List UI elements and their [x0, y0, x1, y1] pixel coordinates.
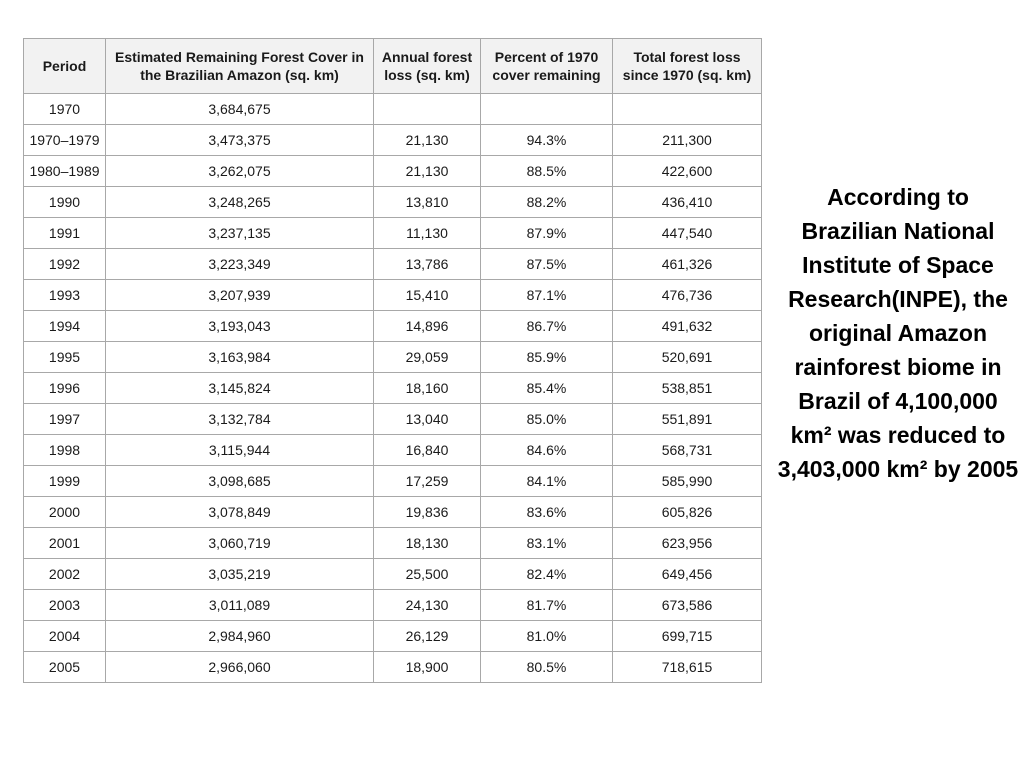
table-row [24, 218, 762, 249]
cell-percent-remaining: 83.1% [481, 528, 613, 559]
cell-total-loss: 699,715 [613, 621, 762, 652]
table-row [24, 342, 762, 373]
cell-total-loss: 461,326 [613, 249, 762, 280]
cell-total-loss: 649,456 [613, 559, 762, 590]
cell-period: 1999 [24, 466, 106, 497]
table-row [24, 528, 762, 559]
table-header-row [24, 39, 762, 94]
table-row [24, 497, 762, 528]
column-header-annual-loss: Annual forest loss (sq. km) [374, 39, 481, 94]
table-body [24, 94, 762, 683]
cell-annual-loss: 24,130 [374, 590, 481, 621]
side-description: According to Brazilian National Institute of Space Research(INPE), the original Amazon rainforest biome in Brazil of 4,100,000 km² was reduced to 3,403,000 km² by 2005 [777, 184, 1019, 482]
cell-total-loss: 623,956 [613, 528, 762, 559]
cell-total-loss: 476,736 [613, 280, 762, 311]
cell-annual-loss: 18,130 [374, 528, 481, 559]
cell-percent-remaining: 85.4% [481, 373, 613, 404]
cell-percent-remaining: 87.5% [481, 249, 613, 280]
cell-percent-remaining: 94.3% [481, 125, 613, 156]
cell-total-loss: 520,691 [613, 342, 762, 373]
table-row [24, 435, 762, 466]
cell-period: 1995 [24, 342, 106, 373]
cell-total-loss: 718,615 [613, 652, 762, 683]
cell-remaining-cover: 3,035,219 [106, 559, 374, 590]
cell-annual-loss: 18,900 [374, 652, 481, 683]
cell-annual-loss: 13,040 [374, 404, 481, 435]
cell-total-loss: 491,632 [613, 311, 762, 342]
cell-annual-loss: 21,130 [374, 125, 481, 156]
cell-remaining-cover: 3,684,675 [106, 94, 374, 125]
table-row [24, 125, 762, 156]
cell-period: 2000 [24, 497, 106, 528]
cell-period: 1991 [24, 218, 106, 249]
cell-period: 1993 [24, 280, 106, 311]
cell-remaining-cover: 3,115,944 [106, 435, 374, 466]
cell-annual-loss: 18,160 [374, 373, 481, 404]
cell-total-loss: 436,410 [613, 187, 762, 218]
cell-remaining-cover: 2,984,960 [106, 621, 374, 652]
cell-remaining-cover: 3,145,824 [106, 373, 374, 404]
table-row [24, 94, 762, 125]
cell-period: 2002 [24, 559, 106, 590]
cell-period: 1994 [24, 311, 106, 342]
cell-annual-loss: 25,500 [374, 559, 481, 590]
cell-period: 1970 [24, 94, 106, 125]
table-row [24, 590, 762, 621]
cell-annual-loss: 13,810 [374, 187, 481, 218]
cell-annual-loss: 29,059 [374, 342, 481, 373]
table-row [24, 466, 762, 497]
cell-annual-loss: 14,896 [374, 311, 481, 342]
cell-percent-remaining: 81.7% [481, 590, 613, 621]
cell-annual-loss: 11,130 [374, 218, 481, 249]
cell-annual-loss: 13,786 [374, 249, 481, 280]
cell-percent-remaining: 81.0% [481, 621, 613, 652]
cell-remaining-cover: 2,966,060 [106, 652, 374, 683]
cell-remaining-cover: 3,132,784 [106, 404, 374, 435]
cell-remaining-cover: 3,098,685 [106, 466, 374, 497]
cell-percent-remaining: 84.1% [481, 466, 613, 497]
table-row [24, 373, 762, 404]
cell-total-loss [613, 94, 762, 125]
cell-period: 1998 [24, 435, 106, 466]
cell-annual-loss [374, 94, 481, 125]
cell-total-loss: 447,540 [613, 218, 762, 249]
column-header-percent-remaining: Percent of 1970 cover remaining [481, 39, 613, 94]
table-row [24, 621, 762, 652]
cell-period: 1970–1979 [24, 125, 106, 156]
cell-percent-remaining: 87.9% [481, 218, 613, 249]
table-row [24, 156, 762, 187]
cell-total-loss: 422,600 [613, 156, 762, 187]
cell-annual-loss: 16,840 [374, 435, 481, 466]
cell-period: 1990 [24, 187, 106, 218]
cell-remaining-cover: 3,237,135 [106, 218, 374, 249]
forest-table [23, 38, 762, 683]
cell-annual-loss: 15,410 [374, 280, 481, 311]
column-header-period: Period [24, 39, 106, 94]
cell-period: 2003 [24, 590, 106, 621]
cell-percent-remaining: 88.5% [481, 156, 613, 187]
table-row [24, 652, 762, 683]
cell-percent-remaining: 87.1% [481, 280, 613, 311]
cell-remaining-cover: 3,060,719 [106, 528, 374, 559]
cell-total-loss: 568,731 [613, 435, 762, 466]
cell-percent-remaining: 83.6% [481, 497, 613, 528]
table-row [24, 249, 762, 280]
column-header-remaining-cover: Estimated Remaining Forest Cover in the Brazilian Amazon (sq. km) [106, 39, 374, 94]
cell-total-loss: 585,990 [613, 466, 762, 497]
cell-total-loss: 673,586 [613, 590, 762, 621]
cell-percent-remaining: 80.5% [481, 652, 613, 683]
cell-period: 1992 [24, 249, 106, 280]
cell-remaining-cover: 3,078,849 [106, 497, 374, 528]
cell-annual-loss: 19,836 [374, 497, 481, 528]
cell-annual-loss: 17,259 [374, 466, 481, 497]
cell-percent-remaining: 85.0% [481, 404, 613, 435]
cell-remaining-cover: 3,473,375 [106, 125, 374, 156]
cell-total-loss: 538,851 [613, 373, 762, 404]
cell-period: 1997 [24, 404, 106, 435]
table-row [24, 311, 762, 342]
cell-remaining-cover: 3,193,043 [106, 311, 374, 342]
cell-percent-remaining: 82.4% [481, 559, 613, 590]
cell-percent-remaining: 86.7% [481, 311, 613, 342]
cell-percent-remaining: 84.6% [481, 435, 613, 466]
cell-total-loss: 605,826 [613, 497, 762, 528]
cell-period: 1980–1989 [24, 156, 106, 187]
cell-annual-loss: 21,130 [374, 156, 481, 187]
table-row [24, 404, 762, 435]
cell-remaining-cover: 3,011,089 [106, 590, 374, 621]
cell-remaining-cover: 3,163,984 [106, 342, 374, 373]
cell-remaining-cover: 3,207,939 [106, 280, 374, 311]
cell-period: 2004 [24, 621, 106, 652]
table-row [24, 187, 762, 218]
cell-percent-remaining: 85.9% [481, 342, 613, 373]
cell-period: 1996 [24, 373, 106, 404]
table-row [24, 559, 762, 590]
cell-remaining-cover: 3,262,075 [106, 156, 374, 187]
cell-annual-loss: 26,129 [374, 621, 481, 652]
cell-percent-remaining [481, 94, 613, 125]
table-row [24, 280, 762, 311]
cell-period: 2001 [24, 528, 106, 559]
cell-remaining-cover: 3,248,265 [106, 187, 374, 218]
cell-period: 2005 [24, 652, 106, 683]
cell-total-loss: 551,891 [613, 404, 762, 435]
cell-percent-remaining: 88.2% [481, 187, 613, 218]
cell-remaining-cover: 3,223,349 [106, 249, 374, 280]
column-header-total-loss: Total forest loss since 1970 (sq. km) [613, 39, 762, 94]
cell-total-loss: 211,300 [613, 125, 762, 156]
